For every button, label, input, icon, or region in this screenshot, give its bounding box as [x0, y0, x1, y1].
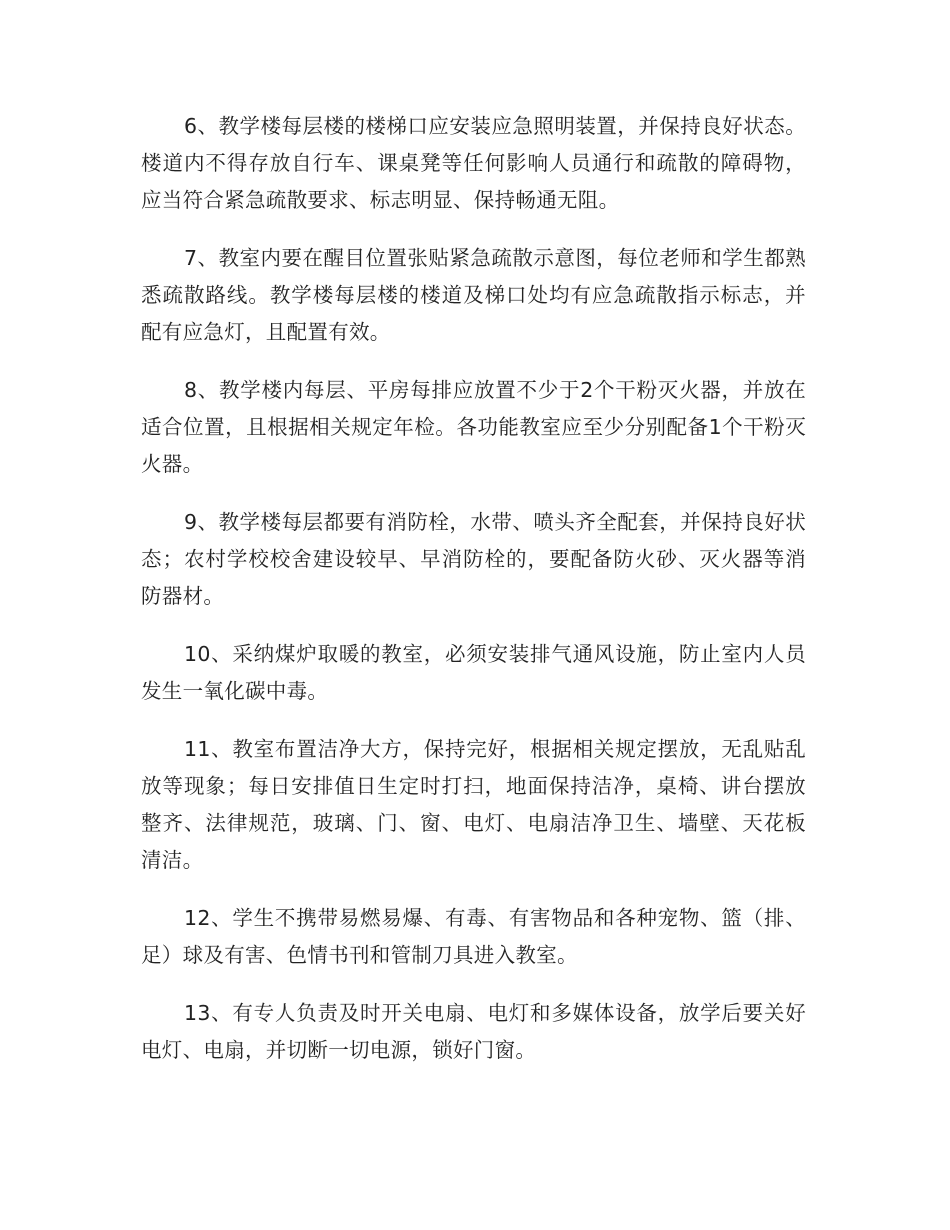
document-body: [141, 108, 806, 1090]
paragraph-item-8: 8、教学楼内每层、平房每排应放置不少于2个干粉灭火器，并放在适合位置，且根据相关规定年检。各功能教室应至少分别配备1个干粉灭火器。: [141, 378, 806, 476]
paragraph-item-10: 10、采纳煤炉取暖的教室，必须安装排气通风设施，防止室内人员发生一氧化碳中毒。: [141, 642, 806, 703]
paragraph-item-13: 13、有专人负责及时开关电扇、电灯和多媒体设备，放学后要关好电灯、电扇，并切断一切电源，锁好门窗。: [141, 1001, 806, 1062]
paragraph-item-7: 7、教室内要在醒目位置张贴紧急疏散示意图，每位老师和学生都熟悉疏散路线。教学楼每层楼的楼道及梯口处均有应急疏散指示标志，并配有应急灯，且配置有效。: [141, 246, 806, 344]
paragraph-item-12: 12、学生不携带易燃易爆、有毒、有害物品和各种宠物、篮（排、足）球及有害、色情书刊和管制刀具进入教室。: [141, 906, 806, 967]
paragraph-item-6: 6、教学楼每层楼的楼梯口应安装应急照明装置，并保持良好状态。楼道内不得存放自行车、课桌凳等任何影响人员通行和疏散的障碍物，应当符合紧急疏散要求、标志明显、保持畅通无阻。: [141, 114, 806, 212]
paragraph-item-9: 9、教学楼每层都要有消防栓，水带、喷头齐全配套，并保持良好状态；农村学校校舍建设较早、早消防栓的，要配备防火砂、灭火器等消防器材。: [141, 510, 806, 608]
paragraph-item-11: 11、教室布置洁净大方，保持完好，根据相关规定摆放，无乱贴乱放等现象；每日安排值日生定时打扫，地面保持洁净，桌椅、讲台摆放整齐、法律规范，玻璃、门、窗、电灯、电扇洁净卫生、墙壁、天花板清洁。: [141, 737, 806, 872]
